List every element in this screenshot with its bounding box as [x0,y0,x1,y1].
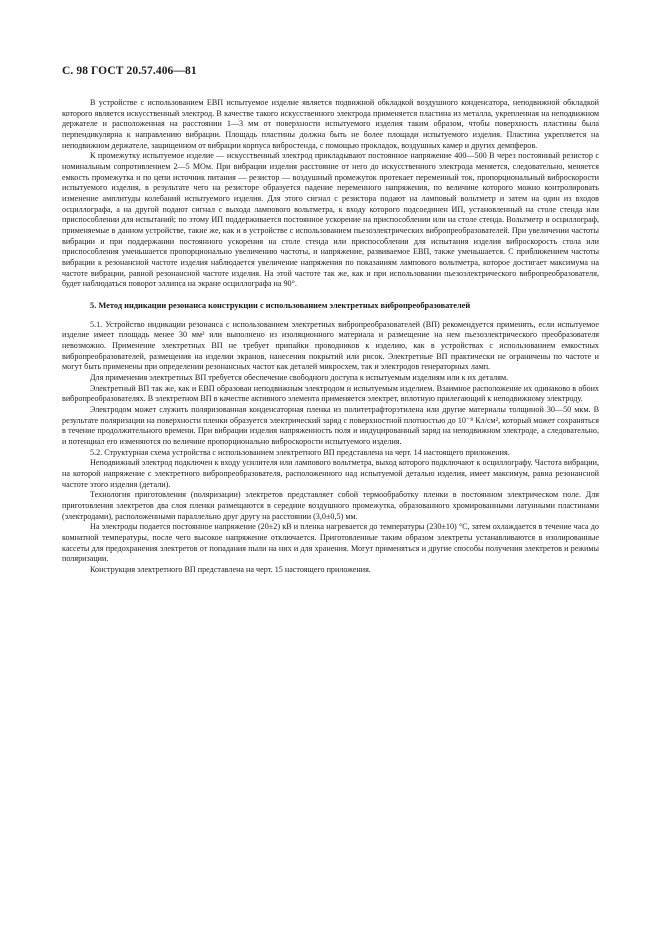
paragraph-evp-description: В устройстве с использованием ЕВП испытуемое изделие является подвижной обкладкой воздушного конденсатора, неподвижной обкладкой которого является искусственный электрод. В качестве такого искусственного электрода применяется пластина из металла, укрепленная на неподвижном держателе и расположенная на расстоянии 1—3 мм от поверхности испытуемого изделия таким образом, чтобы поверхность пластины была перпендикулярна к направлению вибрации. Площадь пластины должна быть не более площади испытуемого изделия. Пластина укрепляется на неподвижном держателе, защищенном от вибрации корпуса вибростенда, с помощью прокладок, воздушных камер и других демпферов. [62,98,599,150]
page-header: С. 98 ГОСТ 20.57.406—81 [62,65,197,77]
paragraph-5-2: 5.2. Структурная схема устройства с использованием электретного ВП представлена на черт. 14 настоящего приложения. [90,447,510,457]
paragraph-voltage: На электроды подается постоянное напряжение (20±2) кВ и пленка нагревается до температуры (230±10) °С, затем охлаждается в течение часа до комнатной температуры, после чего высокое напряжение отключается. Приготовленные таким образом электреты устанавливаются в изолированные кассеты для предохранения электретов от попадания пыли на них и для хранения. Могут применяться и другие способы получения электретов и режимы поляризации. [62,522,599,564]
paragraph-technology: Технология приготовления (поляризации) электретов представляет собой термообработку пленки в постоянном электрическом поле. Для приготовления электретов два слоя пленки размещаются в середине воздушного промежутка, образованного хромированными латунными пластинами (электродами), расположенными параллельно друг другу на расстоянии (3,0±0,5) мм. [62,490,599,521]
paragraph-access: Для применения электретных ВП требуется обеспечение свободного доступа к испытуемым изделиям или к их деталям. [90,373,509,383]
paragraph-fixed-electrode: Неподвижный электрод подключен к входу усилителя или лампового вольтметра, выход которого подключают к осциллографу. Частота вибрации, на которой напряжение с электретного вибропреобразователя, расположенного над испытуемой деталью изделия, имеет максимум, равна резонансной частоте этого изделия (детали). [62,458,599,489]
section-heading-5: 5. Метод индикации резонанса конструкции с использованием электретных вибропреобразователей [90,300,471,310]
paragraph-5-1: 5.1. Устройство индикации резонанса с использованием электретных вибропреобразователей (ВП) рекомендуется применять, если испытуемое изделие имеет площадь менее 30 мм² или выполнено из изоляционного материала и размещение на нем пьезоэлектрического преобразователя невозможно. Применение электретных ВП не требует припайки проводников к изделию, как в устройствах с использованием емкостных вибропреобразователей, размещения на изделии экранов, нанесения покрытий или рисок. Электретные ВП практически не ограничены по частоте и могут быть применены при определении резонансных частот как деталей микросхем, так и электродов генераторных ламп. [62,319,599,372]
document-body [62,98,599,576]
paragraph-construction: Конструкция электретного ВП представлена на черт. 15 настоящего приложения. [90,564,371,574]
paragraph-evp-operation: К промежутку испытуемое изделие — искусственный электрод прикладывают постоянное напряжение 400—500 В через постоянный резистор с номинальным сопротивлением 2—5 МОм. При вибрации изделия расстояние от него до искусственного электрода меняется, следовательно, меняется емкость промежутка и по цепи источник питания — резистор — воздушный промежуток протекает переменный ток, пропорциональный виброскорости испытуемого изделия, в результате чего на резисторе образуется падение переменного напряжения, по величине которого можно контролировать изменение амплитуды колебаний испытуемого изделия. Для этого сигнал с резистора подают на ламповый вольтметр и затем на один из входов осциллографа, а на другой подают сигнал с выхода лампового вольтметра, к входу которого подсоединен ИП, установленный на столе стенда или приспособлении для испытаний; по этому ИП поддерживается постоянное ускорение на приспособлении или на столе стенда. Вольтметр и осциллограф, применяемые в данном устройстве, такие же, как и в устройстве с использованием пьезоэлектрических вибропреобразователей. При увеличении частоты вибрации и при поддержании постоянного ускорения на столе стенда или приспособлении для испытания изделия виброскорость стола или приспособления уменьшается пропорционально увеличению частоты, и напряжение, развиваемое ЕВП, также уменьшается. С приближением частоты вибрации к резонансной частоте изделия наблюдается увеличение напряжения по показаниям лампового вольтметра, которое достигает максимума на частоте вибрации, равной резонансной частоте изделия. На этой частоте так же, как и при использовании пьезоэлектрического вибропреобразователя, будет наблюдаться поворот эллипса на экране осциллографа на 90°. [62,151,599,289]
paragraph-electrode-film: Электродом может служить поляризованная конденсаторная пленка из политетрафторэтилена или другие материалы толщиной 30—50 мкм. В результате поляризации на поверхности пленки образуется электрический заряд с поверхностной плотностью до 10⁻⁸ Кл/см², который может сохраняться в течение продолжительного времени. При вибрации изделия напряженность поля и индуцированный заряд на неподвижном электроде, а следовательно, и потенциал его изменяются по величине пропорционально виброскорости испытуемого изделия. [62,405,599,447]
paragraph-electret-vp: Электретный ВП так же, как и ЕВП образован неподвижным электродом и испытуемым изделием. Взаимное расположение их одинаково в обоих вибропреобразователях. В электретном ВП в качестве активного элемента применяется электрет, вплотную прилегающий к неподвижному электроду. [62,383,599,404]
